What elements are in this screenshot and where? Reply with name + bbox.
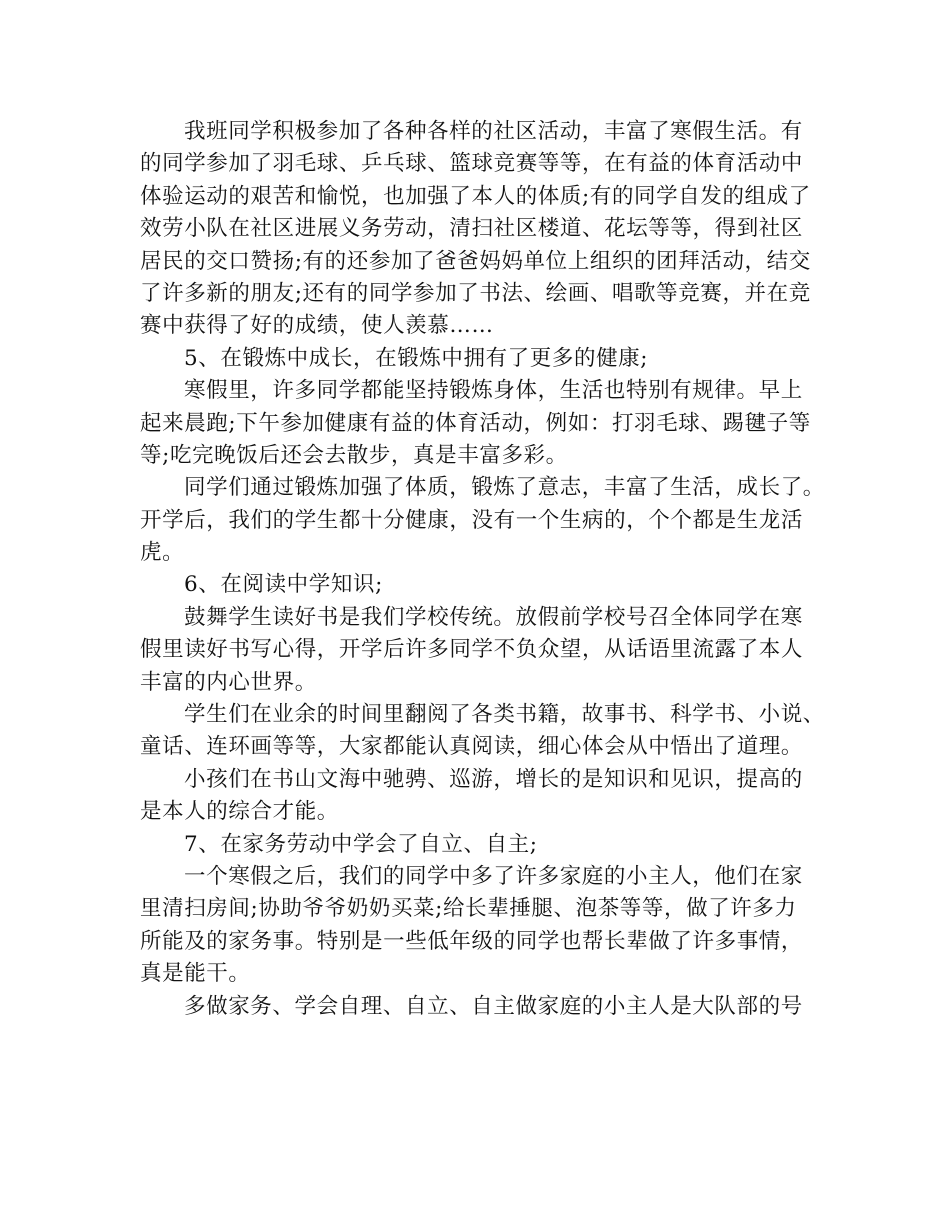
- text-line: 小孩们在书山文海中驰骋、巡游，增长的是知识和见识，提高的: [184, 766, 803, 792]
- text-line: 真是能干。: [140, 961, 251, 987]
- text-line: 寒假里，许多同学都能坚持锻炼身体，生活也特别有规律。早上: [184, 378, 803, 404]
- text-line: 丰富的内心世界。: [140, 669, 317, 695]
- text-line: 学生们在业余的时间里翻阅了各类书籍，故事书、科学书、小说、: [184, 702, 825, 728]
- text-line: 起来晨跑;下午参加健康有益的体育活动，例如：打羽毛球、踢毽子等: [140, 410, 811, 436]
- text-line: 里清扫房间;协助爷爷奶奶买菜;给长辈捶腿、泡茶等等，做了许多力: [140, 896, 797, 922]
- document-body: [140, 116, 825, 1023]
- text-line: 效劳小队在社区进展义务劳动，清扫社区楼道、花坛等等，得到社区: [140, 216, 804, 242]
- text-line: 虎。: [140, 540, 185, 566]
- section-heading: 6、在阅读中学知识;: [184, 572, 383, 598]
- text-line: 了许多新的朋友;还有的同学参加了书法、绘画、唱歌等竞赛，并在竞: [140, 280, 811, 306]
- section-heading: 7、在家务劳动中学会了自立、自主;: [184, 831, 538, 857]
- text-line: 体验运动的艰苦和愉悦，也加强了本人的体质;有的同学自发的组成了: [140, 183, 811, 209]
- text-line: 等;吃完晚饭后还会去散步，真是丰富多彩。: [140, 442, 568, 468]
- text-line: 一个寒假之后，我们的同学中多了许多家庭的小主人，他们在家: [184, 863, 803, 889]
- text-line: 童话、连环画等等，大家都能认真阅读，细心体会从中悟出了道理。: [140, 734, 804, 760]
- text-line: 开学后，我们的学生都十分健康，没有一个生病的，个个都是生龙活: [140, 507, 804, 533]
- text-line: 赛中获得了好的成绩，使人羡慕……: [140, 313, 494, 339]
- text-line: 假里读好书写心得，开学后许多同学不负众望，从话语里流露了本人: [140, 637, 804, 663]
- text-line: 同学们通过锻炼加强了体质，锻炼了意志，丰富了生活，成长了。: [184, 475, 825, 501]
- text-line: 所能及的家务事。特别是一些低年级的同学也帮长辈做了许多事情，: [140, 928, 804, 954]
- text-line: 多做家务、学会自理、自立、自主做家庭的小主人是大队部的号: [184, 993, 803, 1019]
- text-line: 我班同学积极参加了各种各样的社区活动，丰富了寒假生活。有: [184, 119, 803, 144]
- text-line: 的同学参加了羽毛球、乒乓球、篮球竞赛等等，在有益的体育活动中: [140, 151, 804, 177]
- text-line: 居民的交口赞扬;有的还参加了爸爸妈妈单位上组织的团拜活动，结交: [140, 248, 811, 274]
- text-line: 是本人的综合才能。: [140, 799, 339, 825]
- section-heading: 5、在锻炼中成长，在锻炼中拥有了更多的健康;: [184, 345, 649, 371]
- text-line: 鼓舞学生读好书是我们学校传统。放假前学校号召全体同学在寒: [184, 604, 803, 630]
